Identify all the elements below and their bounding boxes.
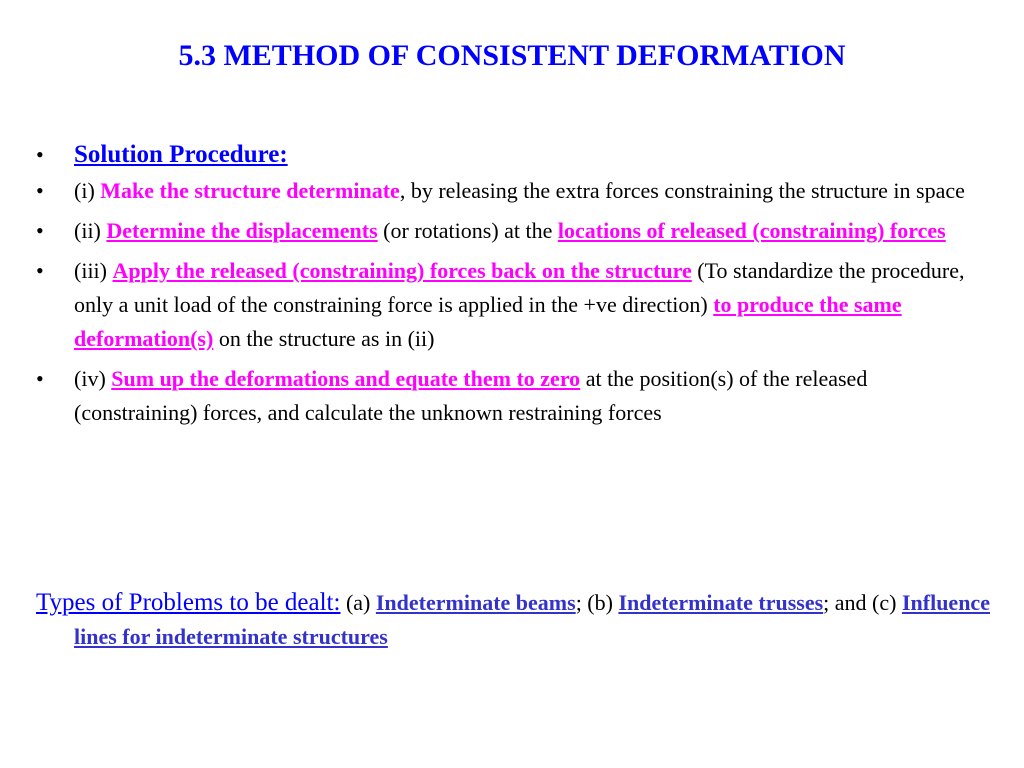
types-of-problems — [36, 586, 1024, 654]
link-influence-lines[interactable]: Influence lines for indeterminate structures — [74, 590, 990, 649]
list-item-solution-procedure — [0, 138, 1024, 172]
step-2-prefix: (ii) — [74, 218, 107, 243]
link-indeterminate-trusses[interactable]: Indeterminate trusses — [618, 590, 824, 615]
step-1-text: , by releasing the extra forces constraining the structure in space — [399, 178, 965, 203]
list-item-step-1 — [0, 174, 1024, 208]
bullet-marker: • — [36, 218, 44, 243]
list-item-step-3 — [0, 254, 1024, 356]
step-2-link-displacements[interactable]: Determine the displacements — [106, 218, 378, 243]
step-4-link-sum-deformations[interactable]: Sum up the deformations and equate them to zero — [111, 366, 581, 391]
step-1-prefix: (i) — [74, 178, 101, 203]
step-3-prefix: (iii) — [74, 258, 113, 283]
step-3-text: (To standardize the procedure, only a unit load of the constraining force is applied in the +ve direction) — [74, 258, 965, 317]
list-item-step-4 — [0, 362, 1024, 430]
step-2-link-locations[interactable]: locations of released (constraining) forces — [557, 218, 946, 243]
types-c-prefix: ; and (c) — [823, 590, 902, 615]
bullet-marker: • — [36, 366, 44, 391]
bullet-marker: • — [36, 142, 44, 167]
step-1-highlight: Make the structure determinate — [100, 178, 400, 203]
step-4-prefix: (iv) — [74, 366, 112, 391]
step-3-link-same-deformation[interactable]: to produce the same deformation(s) — [74, 292, 902, 351]
step-3-text-end: on the structure as in (ii) — [213, 326, 435, 351]
types-a-prefix: (a) — [340, 590, 376, 615]
list-item-step-2 — [0, 214, 1024, 248]
step-4-text: at the position(s) of the released (constraining) forces, and calculate the unknown restraining forces — [74, 366, 868, 425]
solution-procedure-heading[interactable]: Solution Procedure: — [74, 141, 288, 168]
slide-title: 5.3 METHOD OF CONSISTENT DEFORMATION — [178, 39, 846, 72]
types-b-prefix: ; (b) — [575, 590, 619, 615]
types-heading-link[interactable]: Types of Problems to be dealt: — [36, 589, 341, 616]
bullet-marker: • — [36, 258, 44, 283]
step-2-text: (or rotations) at the — [377, 218, 558, 243]
procedure-list — [0, 138, 1024, 436]
step-3-link-apply-forces[interactable]: Apply the released (constraining) forces back on the structure — [112, 258, 692, 283]
link-indeterminate-beams[interactable]: Indeterminate beams — [375, 590, 576, 615]
bullet-marker: • — [36, 178, 44, 203]
